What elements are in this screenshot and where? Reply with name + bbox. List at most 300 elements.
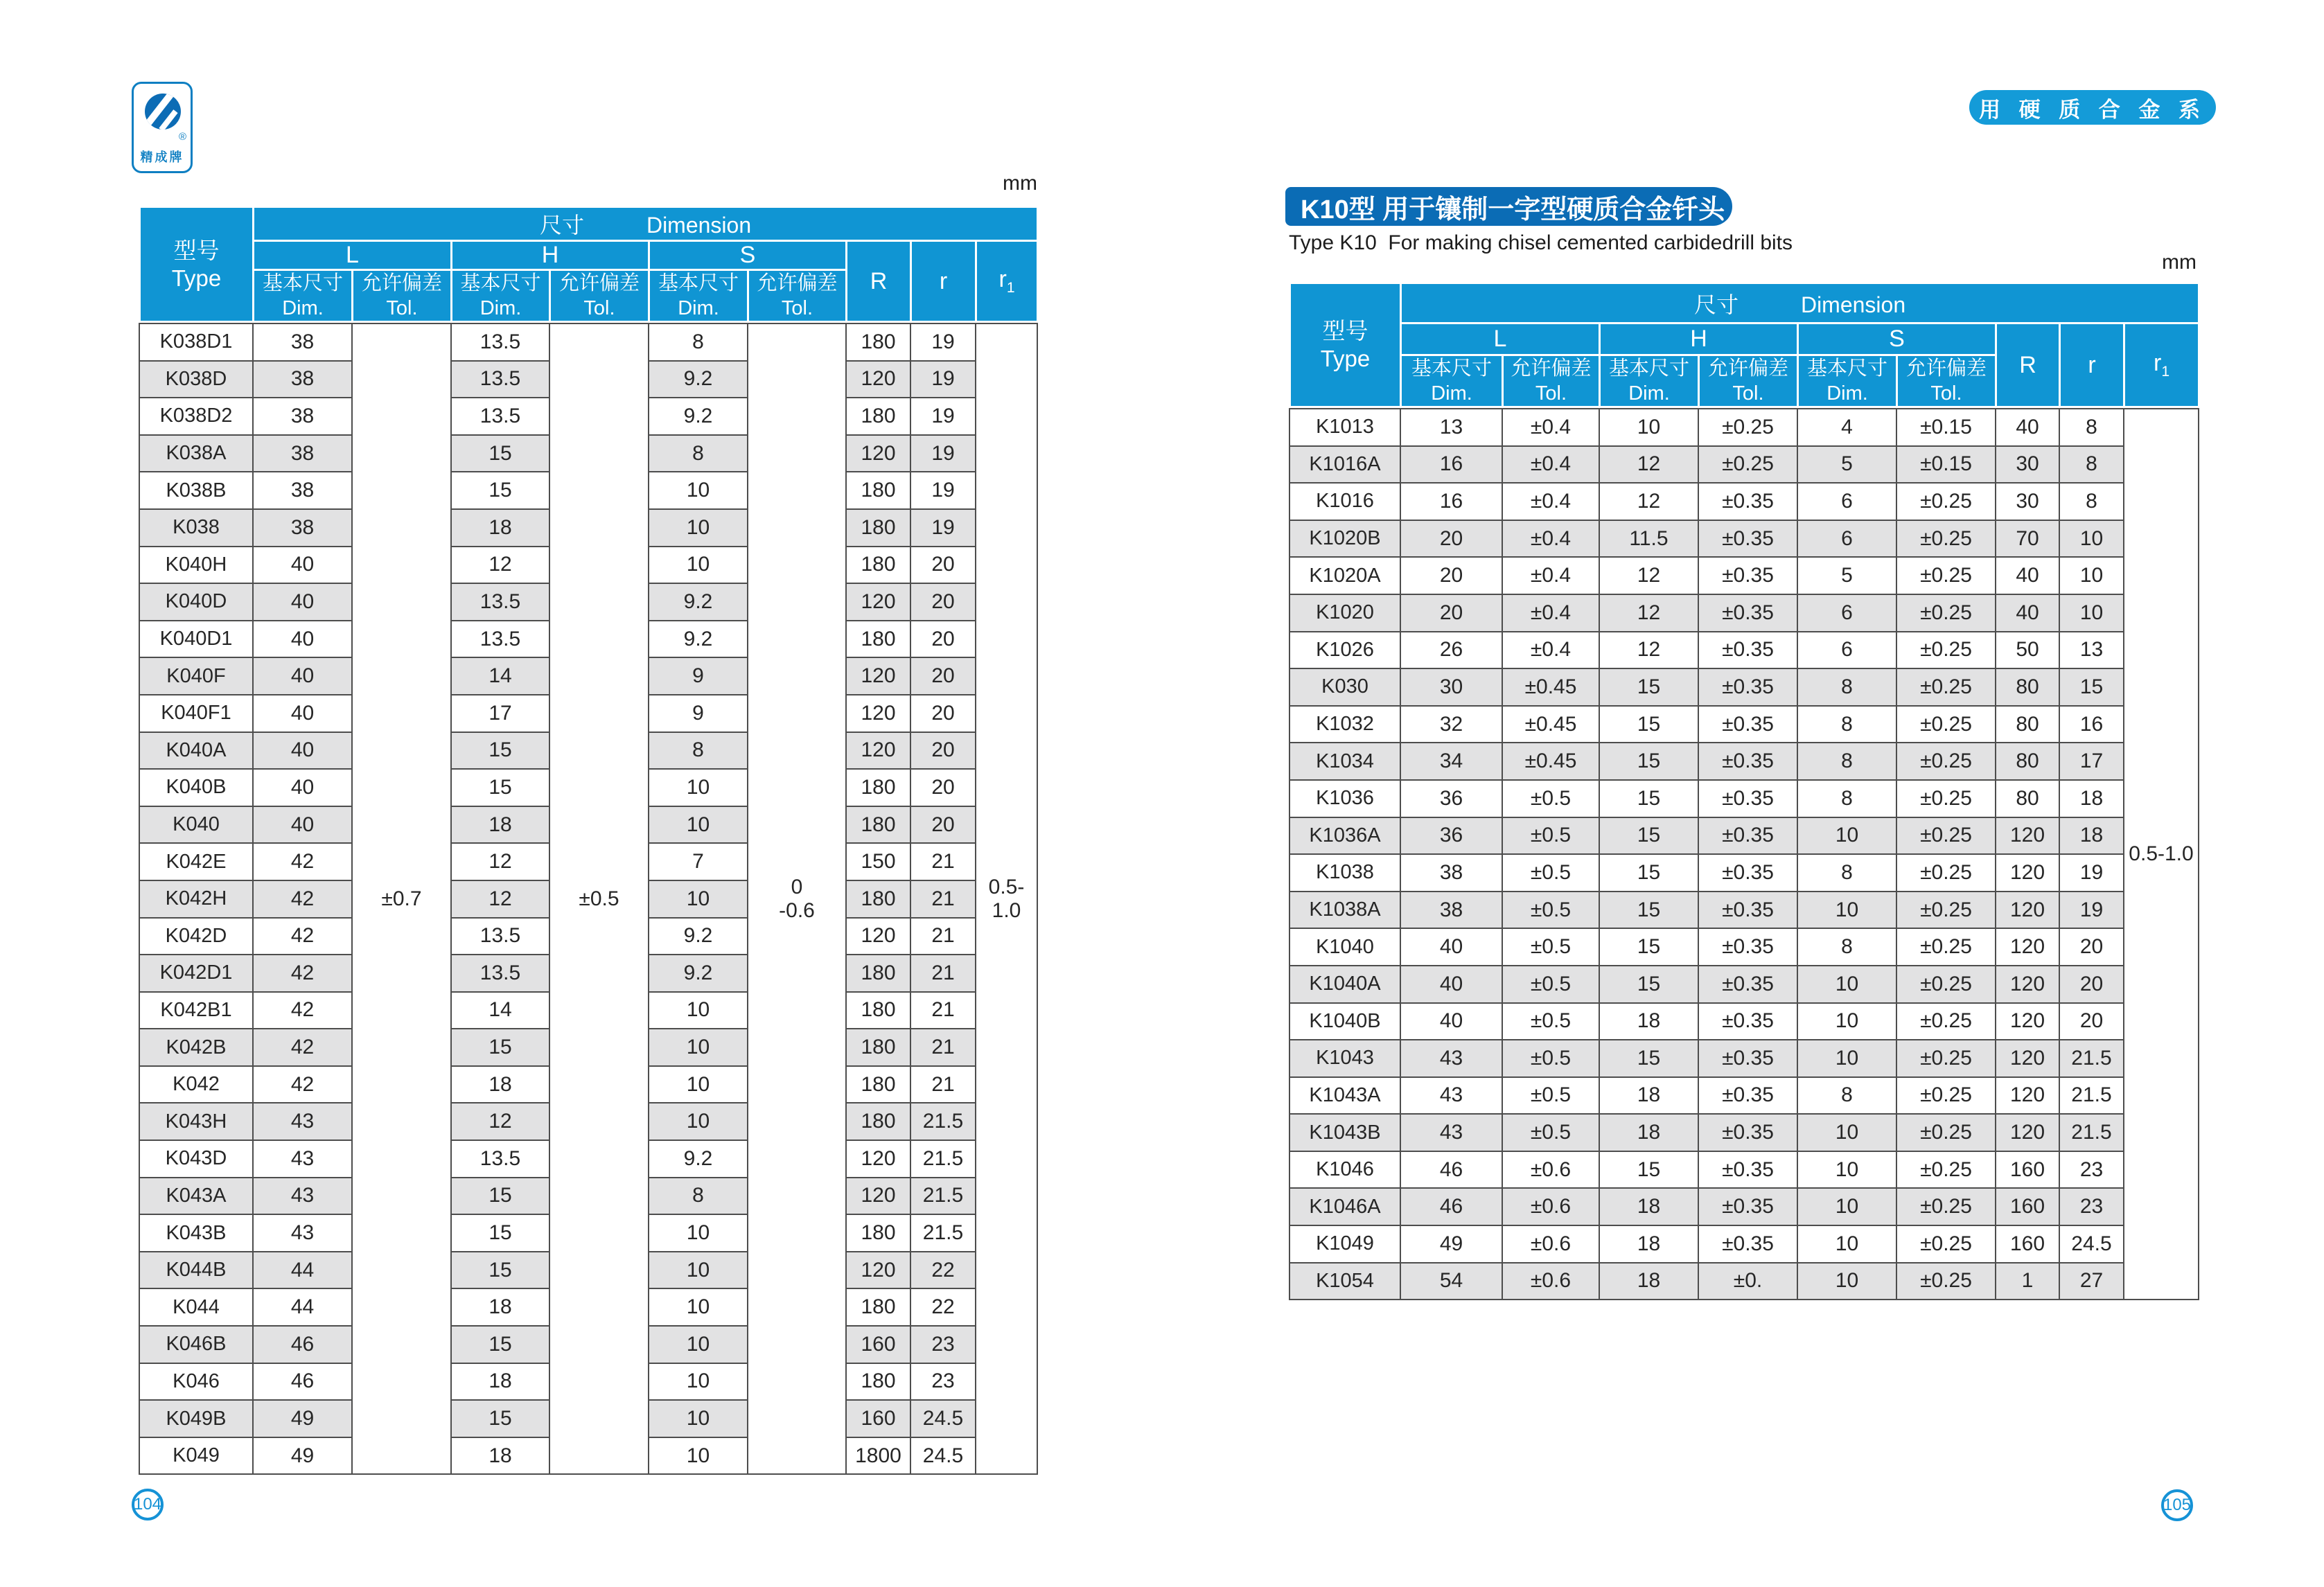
table-row <box>1289 483 2199 520</box>
cell-R: 160 <box>1996 1151 2059 1189</box>
cell-h-tol: ±0.35 <box>1698 928 1797 966</box>
cell-h-dim: 12 <box>1599 446 1698 484</box>
cell-l-dim: 38 <box>1400 854 1502 892</box>
cell-h-dim: 12 <box>1599 483 1698 520</box>
cell-l-dim: 40 <box>1400 1003 1502 1040</box>
cell-s-dim: 10 <box>649 1103 748 1140</box>
header-type-en: Type <box>171 265 222 291</box>
cell-l-dim: 43 <box>1400 1077 1502 1115</box>
cell-type: K040B <box>139 769 253 806</box>
table-row <box>139 323 1037 361</box>
cell-l-dim: 42 <box>253 918 352 955</box>
cell-R: 120 <box>1996 892 2059 929</box>
cell-h-dim: 12 <box>451 843 549 880</box>
cell-type: K1016A <box>1289 446 1400 484</box>
cell-r: 21.5 <box>2059 1040 2124 1077</box>
header-type <box>1290 283 1401 407</box>
cell-R: 40 <box>1996 409 2059 446</box>
header-type-cn: 型号 <box>1322 318 1368 344</box>
cell-r: 19 <box>910 323 976 361</box>
cell-r: 8 <box>2059 483 2124 520</box>
cell-R: 120 <box>1996 1077 2059 1115</box>
cell-r: 20 <box>2059 1003 2124 1040</box>
cell-s-dim: 8 <box>649 732 748 770</box>
cell-r: 20 <box>910 621 976 658</box>
cell-R: 160 <box>846 1400 910 1437</box>
cell-R: 80 <box>1996 706 2059 743</box>
cell-type: K042 <box>139 1066 253 1103</box>
cell-h-dim: 18 <box>1599 1114 1698 1151</box>
cell-r: 10 <box>2059 594 2124 632</box>
table-row <box>1289 668 2199 706</box>
cell-l-dim: 16 <box>1400 483 1502 520</box>
cell-R: 40 <box>1996 557 2059 594</box>
cell-s-dim: 9.2 <box>649 621 748 658</box>
cell-R: 120 <box>846 583 910 621</box>
cell-type: K1036A <box>1289 817 1400 855</box>
cell-l-dim: 44 <box>253 1288 352 1326</box>
cell-h-tol: ±0.35 <box>1698 1077 1797 1115</box>
cell-s-dim: 10 <box>1797 1225 1896 1263</box>
cell-s-tol: ±0.25 <box>1896 1077 1996 1115</box>
cell-h-tol: ±0.35 <box>1698 743 1797 780</box>
cell-h-dim: 12 <box>451 1103 549 1140</box>
cell-r: 21.5 <box>910 1103 976 1140</box>
cell-R: 180 <box>846 1103 910 1140</box>
cell-h-dim: 18 <box>451 1066 549 1103</box>
cell-h-dim: 18 <box>1599 1077 1698 1115</box>
cell-s-tol: ±0.25 <box>1896 854 1996 892</box>
cell-s-tol: ±0.25 <box>1896 1003 1996 1040</box>
header-L-dim: 基本尺寸 Dim. <box>254 270 353 322</box>
cell-l-tol: ±0.45 <box>1502 706 1599 743</box>
cell-r: 24.5 <box>910 1400 976 1437</box>
cell-type: K1046A <box>1289 1188 1400 1225</box>
cell-type: K040F1 <box>139 695 253 732</box>
cell-s-dim: 10 <box>1797 1114 1896 1151</box>
cell-l-dim: 46 <box>253 1326 352 1363</box>
cell-l-tol: ±0.5 <box>1502 1003 1599 1040</box>
cell-s-tol-merged: 0 -0.6 <box>748 323 846 1474</box>
cell-s-tol: ±0.15 <box>1896 446 1996 484</box>
page-number-104: 104 <box>132 1489 164 1520</box>
cell-h-dim: 15 <box>451 1214 549 1252</box>
cell-type: K1020A <box>1289 557 1400 594</box>
cell-R: 120 <box>846 732 910 770</box>
cell-r: 18 <box>2059 817 2124 855</box>
cell-r: 21 <box>910 992 976 1029</box>
cell-l-tol: ±0.4 <box>1502 446 1599 484</box>
cell-h-dim: 15 <box>451 1326 549 1363</box>
cell-type: K042B1 <box>139 992 253 1029</box>
cell-s-dim: 8 <box>649 1178 748 1215</box>
cell-h-tol: ±0.35 <box>1698 892 1797 929</box>
cell-r: 23 <box>910 1363 976 1401</box>
cell-type: K042D1 <box>139 955 253 992</box>
cell-R: 120 <box>846 361 910 398</box>
cell-h-dim: 15 <box>1599 780 1698 817</box>
cell-type: K1040A <box>1289 966 1400 1003</box>
table-row <box>1289 1151 2199 1189</box>
cell-s-dim: 8 <box>1797 668 1896 706</box>
series-badge: 矿 用 硬 质 合 金 系 列 <box>1969 90 2216 125</box>
cell-l-dim: 13 <box>1400 409 1502 446</box>
k10-subtitle: Type K10 For making chisel cemented carbidedrill bits <box>1289 231 1793 254</box>
header-H: H <box>452 241 649 270</box>
cell-h-dim: 13.5 <box>451 955 549 992</box>
cell-l-dim: 20 <box>1400 557 1502 594</box>
cell-type: K1049 <box>1289 1225 1400 1263</box>
cell-s-tol: ±0.25 <box>1896 1114 1996 1151</box>
cell-h-dim: 12 <box>451 547 549 584</box>
cell-l-dim: 44 <box>253 1252 352 1289</box>
cell-r: 15 <box>2059 668 2124 706</box>
cell-s-tol: ±0.15 <box>1896 409 1996 446</box>
cell-l-dim: 49 <box>253 1400 352 1437</box>
cell-h-dim: 12 <box>1599 594 1698 632</box>
cell-r: 20 <box>910 732 976 770</box>
cell-l-tol: ±0.5 <box>1502 780 1599 817</box>
header-dimension <box>254 207 1038 241</box>
cell-s-dim: 4 <box>1797 409 1896 446</box>
cell-s-tol: ±0.25 <box>1896 1040 1996 1077</box>
cell-R: 1800 <box>846 1437 910 1475</box>
cell-l-dim: 38 <box>253 361 352 398</box>
cell-l-dim: 54 <box>1400 1263 1502 1300</box>
header-type-cn: 型号 <box>173 237 220 263</box>
cell-s-dim: 10 <box>1797 892 1896 929</box>
cell-R: 120 <box>846 1140 910 1178</box>
cell-h-tol: ±0.25 <box>1698 446 1797 484</box>
table-row <box>1289 557 2199 594</box>
cell-l-tol: ±0.5 <box>1502 966 1599 1003</box>
cell-s-dim: 6 <box>1797 483 1896 520</box>
header-H-tol: 允许偏差 Tol. <box>550 270 649 322</box>
cell-h-dim: 13.5 <box>451 1140 549 1178</box>
cell-type: K1043A <box>1289 1077 1400 1115</box>
cell-l-dim: 40 <box>253 769 352 806</box>
cell-h-dim: 15 <box>451 435 549 472</box>
cell-h-dim: 13.5 <box>451 583 549 621</box>
cell-h-dim: 15 <box>1599 966 1698 1003</box>
cell-r: 18 <box>2059 780 2124 817</box>
cell-h-tol-merged: ±0.5 <box>549 323 649 1474</box>
cell-r1-merged: 0.5-1.0 <box>976 323 1037 1474</box>
cell-h-dim: 11.5 <box>1599 520 1698 558</box>
cell-l-dim: 40 <box>253 806 352 844</box>
cell-h-tol: ±0.35 <box>1698 632 1797 669</box>
cell-h-dim: 15 <box>1599 668 1698 706</box>
cell-l-dim: 40 <box>253 732 352 770</box>
cell-r: 21 <box>910 918 976 955</box>
k-series-table <box>139 206 1037 1475</box>
cell-s-tol: ±0.25 <box>1896 928 1996 966</box>
cell-s-dim: 8 <box>649 323 748 361</box>
cell-r: 22 <box>910 1288 976 1326</box>
cell-s-tol: ±0.25 <box>1896 594 1996 632</box>
cell-h-tol: ±0.35 <box>1698 520 1797 558</box>
cell-s-dim: 10 <box>649 1252 748 1289</box>
cell-l-tol: ±0.45 <box>1502 668 1599 706</box>
cell-R: 120 <box>1996 966 2059 1003</box>
cell-s-dim: 10 <box>649 769 748 806</box>
cell-h-dim: 13.5 <box>451 918 549 955</box>
cell-s-dim: 9.2 <box>649 361 748 398</box>
table-row <box>1289 854 2199 892</box>
cell-h-dim: 18 <box>451 1437 549 1475</box>
header-dimension-cn: 尺寸 <box>1693 292 1738 317</box>
brand-name: 精成牌 <box>140 150 184 164</box>
cell-l-dim: 40 <box>253 547 352 584</box>
cell-s-dim: 8 <box>1797 854 1896 892</box>
k-series-table-header <box>139 206 1039 323</box>
table-row <box>1289 446 2199 484</box>
cell-R: 180 <box>846 955 910 992</box>
cell-type: K040D1 <box>139 621 253 658</box>
cell-type: K040F <box>139 657 253 695</box>
cell-h-dim: 18 <box>1599 1225 1698 1263</box>
cell-type: K049 <box>139 1437 253 1475</box>
cell-type: K049B <box>139 1400 253 1437</box>
cell-type: K038 <box>139 509 253 547</box>
cell-s-dim: 10 <box>649 509 748 547</box>
cell-r: 27 <box>2059 1263 2124 1300</box>
cell-type: K1043 <box>1289 1040 1400 1077</box>
cell-l-dim: 36 <box>1400 780 1502 817</box>
cell-r: 13 <box>2059 632 2124 669</box>
cell-h-dim: 15 <box>1599 817 1698 855</box>
cell-l-dim: 36 <box>1400 817 1502 855</box>
cell-R: 120 <box>846 1178 910 1215</box>
header-dimension-en: Dimension <box>646 213 752 238</box>
cell-h-dim: 13.5 <box>451 361 549 398</box>
cell-s-tol: ±0.25 <box>1896 743 1996 780</box>
cell-r: 21.5 <box>910 1214 976 1252</box>
cell-s-tol: ±0.25 <box>1896 668 1996 706</box>
cell-R: 180 <box>846 1363 910 1401</box>
cell-type: K046 <box>139 1363 253 1401</box>
cell-s-dim: 7 <box>649 843 748 880</box>
header-r1: $r_1$ <box>976 241 1038 322</box>
cell-R: 180 <box>846 1066 910 1103</box>
cell-r: 21.5 <box>910 1178 976 1215</box>
cell-type: K030 <box>1289 668 1400 706</box>
cell-R: 180 <box>846 621 910 658</box>
cell-s-dim: 8 <box>1797 1077 1896 1115</box>
cell-l-tol: ±0.4 <box>1502 632 1599 669</box>
header-r1: $r_1$ <box>2124 323 2199 407</box>
cell-type: K038D1 <box>139 323 253 361</box>
cell-h-dim: 18 <box>451 1363 549 1401</box>
cell-r: 23 <box>910 1326 976 1363</box>
cell-l-tol: ±0.5 <box>1502 817 1599 855</box>
cell-s-dim: 10 <box>1797 1263 1896 1300</box>
cell-l-tol: ±0.4 <box>1502 520 1599 558</box>
cell-h-dim: 15 <box>451 1029 549 1066</box>
cell-R: 180 <box>846 1288 910 1326</box>
cell-s-dim: 8 <box>1797 928 1896 966</box>
header-type-en: Type <box>1320 346 1371 371</box>
cell-l-dim: 42 <box>253 1029 352 1066</box>
cell-l-dim: 43 <box>253 1140 352 1178</box>
cell-l-dim: 20 <box>1400 594 1502 632</box>
table-row <box>1289 1003 2199 1040</box>
table-row <box>1289 1077 2199 1115</box>
cell-r: 24.5 <box>2059 1225 2124 1263</box>
cell-R: 160 <box>1996 1188 2059 1225</box>
table-row <box>1289 409 2199 446</box>
cell-r: 19 <box>910 435 976 472</box>
cell-h-dim: 18 <box>1599 1188 1698 1225</box>
cell-h-tol: ±0. <box>1698 1263 1797 1300</box>
cell-l-dim: 32 <box>1400 706 1502 743</box>
header-R: R <box>1996 323 2060 407</box>
cell-h-dim: 13.5 <box>451 621 549 658</box>
cell-type: K044B <box>139 1252 253 1289</box>
cell-R: 80 <box>1996 780 2059 817</box>
brand-logo <box>132 82 193 173</box>
cell-R: 120 <box>1996 1114 2059 1151</box>
cell-r: 24.5 <box>910 1437 976 1475</box>
cell-R: 120 <box>1996 817 2059 855</box>
cell-r: 21 <box>910 843 976 880</box>
cell-l-dim: 38 <box>253 435 352 472</box>
cell-s-dim: 10 <box>649 1326 748 1363</box>
cell-type: K042B <box>139 1029 253 1066</box>
cell-R: 120 <box>846 435 910 472</box>
cell-r: 19 <box>910 472 976 509</box>
cell-s-dim: 8 <box>1797 706 1896 743</box>
cell-l-dim: 20 <box>1400 520 1502 558</box>
cell-l-tol: ±0.4 <box>1502 557 1599 594</box>
cell-r: 20 <box>910 657 976 695</box>
header-R: R <box>847 241 911 322</box>
cell-s-dim: 9 <box>649 657 748 695</box>
cell-type: K1038 <box>1289 854 1400 892</box>
cell-type: K046B <box>139 1326 253 1363</box>
table-row <box>1289 1188 2199 1225</box>
cell-R: 120 <box>846 657 910 695</box>
cell-h-tol: ±0.35 <box>1698 706 1797 743</box>
cell-h-dim: 15 <box>1599 1040 1698 1077</box>
header-S-tol: 允许偏差 Tol. <box>748 270 847 322</box>
table-row <box>1289 780 2199 817</box>
cell-R: 30 <box>1996 483 2059 520</box>
cell-h-tol: ±0.35 <box>1698 1151 1797 1189</box>
header-S-dim: 基本尺寸 Dim. <box>649 270 748 322</box>
unit-label-left: mm <box>1003 172 1037 195</box>
cell-R: 80 <box>1996 743 2059 780</box>
cell-l-tol: ±0.5 <box>1502 1040 1599 1077</box>
cell-s-dim: 8 <box>649 435 748 472</box>
cell-type: K1016 <box>1289 483 1400 520</box>
cell-l-dim: 40 <box>1400 928 1502 966</box>
table-row <box>1289 1114 2199 1151</box>
cell-l-dim: 38 <box>253 398 352 435</box>
header-dimension-en: Dimension <box>1800 292 1906 317</box>
cell-r: 8 <box>2059 409 2124 446</box>
cell-s-dim: 10 <box>649 1400 748 1437</box>
cell-type: K042H <box>139 880 253 918</box>
header-S: S <box>649 241 847 270</box>
header-S-dim: 基本尺寸 Dim. <box>1798 355 1897 407</box>
cell-h-dim: 17 <box>451 695 549 732</box>
cell-R: 180 <box>846 1029 910 1066</box>
cell-type: K042D <box>139 918 253 955</box>
cell-type: K1038A <box>1289 892 1400 929</box>
cell-h-tol: ±0.35 <box>1698 557 1797 594</box>
header-H-dim: 基本尺寸 Dim. <box>452 270 550 322</box>
header-r: r <box>2060 323 2124 407</box>
cell-R: 180 <box>846 547 910 584</box>
table-row <box>1289 1263 2199 1300</box>
cell-s-tol: ±0.25 <box>1896 1225 1996 1263</box>
cell-s-dim: 9.2 <box>649 1140 748 1178</box>
cell-r1-merged: 0.5-1.0 <box>2124 409 2199 1300</box>
cell-r: 21 <box>910 1066 976 1103</box>
cell-h-dim: 12 <box>1599 632 1698 669</box>
cell-s-tol: ±0.25 <box>1896 557 1996 594</box>
header-L-dim: 基本尺寸 Dim. <box>1401 355 1503 407</box>
cell-l-dim: 46 <box>1400 1188 1502 1225</box>
cell-h-dim: 18 <box>451 1288 549 1326</box>
cell-r: 20 <box>910 583 976 621</box>
cell-type: K043H <box>139 1103 253 1140</box>
table-row <box>1289 1040 2199 1077</box>
cell-type: K038A <box>139 435 253 472</box>
cell-l-tol: ±0.4 <box>1502 409 1599 446</box>
table-row <box>1289 743 2199 780</box>
cell-s-dim: 8 <box>1797 780 1896 817</box>
cell-h-tol: ±0.35 <box>1698 594 1797 632</box>
cell-s-dim: 10 <box>649 1363 748 1401</box>
cell-l-tol: ±0.6 <box>1502 1225 1599 1263</box>
cell-h-dim: 14 <box>451 992 549 1029</box>
header-S: S <box>1798 323 1996 355</box>
cell-l-tol: ±0.6 <box>1502 1188 1599 1225</box>
cell-h-dim: 18 <box>451 806 549 844</box>
cell-l-dim: 26 <box>1400 632 1502 669</box>
cell-l-tol: ±0.4 <box>1502 594 1599 632</box>
registered-trademark-icon: ® <box>178 131 186 143</box>
cell-s-dim: 10 <box>649 1214 748 1252</box>
cell-l-dim: 40 <box>1400 966 1502 1003</box>
table-row <box>1289 892 2199 929</box>
cell-s-tol: ±0.25 <box>1896 1151 1996 1189</box>
cell-r: 21 <box>910 880 976 918</box>
cell-r: 19 <box>910 361 976 398</box>
cell-s-tol: ±0.25 <box>1896 706 1996 743</box>
cell-l-tol: ±0.6 <box>1502 1151 1599 1189</box>
cell-R: 1 <box>1996 1263 2059 1300</box>
cell-type: K040A <box>139 732 253 770</box>
cell-s-tol: ±0.25 <box>1896 817 1996 855</box>
cell-r: 17 <box>2059 743 2124 780</box>
cell-r: 20 <box>910 806 976 844</box>
cell-s-dim: 10 <box>649 547 748 584</box>
table-row <box>1289 1225 2199 1263</box>
cell-R: 120 <box>846 918 910 955</box>
cell-r: 10 <box>2059 520 2124 558</box>
cell-s-tol: ±0.25 <box>1896 966 1996 1003</box>
header-dimension-cn: 尺寸 <box>539 213 584 238</box>
cell-s-dim: 10 <box>649 880 748 918</box>
cell-R: 160 <box>1996 1225 2059 1263</box>
cell-s-tol: ±0.25 <box>1896 483 1996 520</box>
cell-l-dim: 16 <box>1400 446 1502 484</box>
cell-h-tol: ±0.35 <box>1698 780 1797 817</box>
cell-type: K1020B <box>1289 520 1400 558</box>
